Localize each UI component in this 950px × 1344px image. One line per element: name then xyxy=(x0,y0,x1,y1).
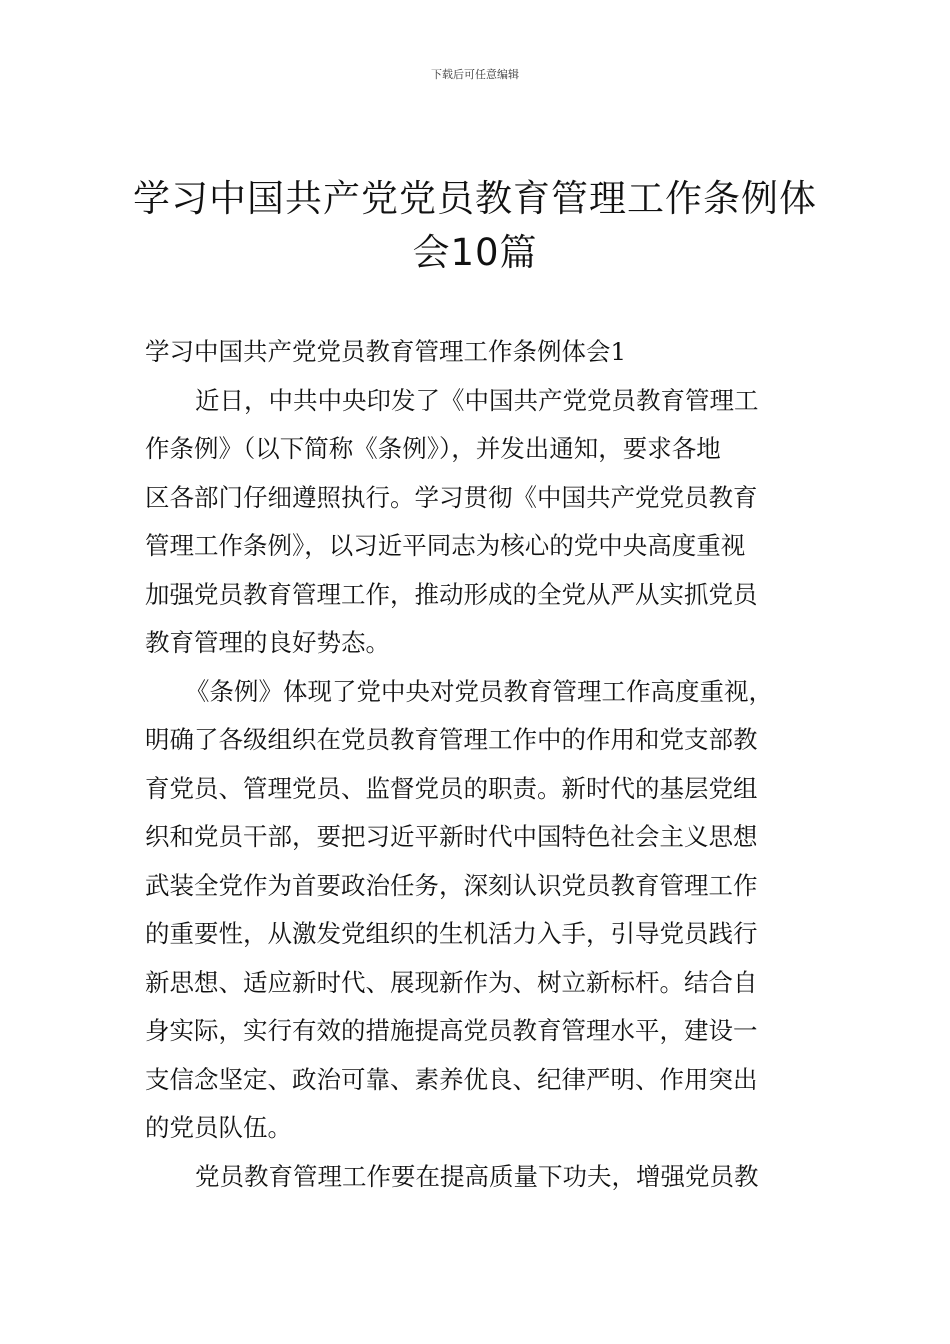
paragraph-line: 管理工作条例》，以习近平同志为核心的党中央高度重视 xyxy=(145,531,746,560)
paragraph-line: 的党员队伍。 xyxy=(145,1113,292,1142)
paragraph-line: 支信念坚定、政治可靠、素养优良、纪律严明、作用突出 xyxy=(145,1064,758,1094)
paragraph-line: 教育管理的良好势态。 xyxy=(145,628,390,657)
document-body xyxy=(145,328,825,1201)
paragraph-line: 区各部门仔细遵照执行。学习贯彻《中国共产党党员教育 xyxy=(145,482,758,512)
paragraph-line: 加强党员教育管理工作，推动形成的全党从严从实抓党员 xyxy=(145,579,758,609)
paragraph-line: 近日，中共中央印发了《中国共产党党员教育管理工 xyxy=(195,385,759,415)
paragraph-line: 《条例》体现了党中央对党员教育管理工作高度重视， xyxy=(185,676,773,706)
paragraph-line: 的重要性，从激发党组织的生机活力入手，引导党员践行 xyxy=(145,919,758,948)
paragraph-line: 织和党员干部，要把习近平新时代中国特色社会主义思想 xyxy=(145,822,758,851)
title-line-2: 会10篇 xyxy=(412,231,538,274)
paragraph-line: 明确了各级组织在党员教育管理工作中的作用和党支部教 xyxy=(145,725,758,754)
title-line-1: 学习中国共产党党员教育管理工作条例体 xyxy=(133,177,817,220)
paragraph-line: 新思想、适应新时代、展现新作为、树立新标杆。结合自 xyxy=(145,967,758,997)
paragraph-line: 武装全党作为首要政治任务，深刻认识党员教育管理工作 xyxy=(145,870,758,900)
document-title xyxy=(120,172,830,280)
paragraph-line: 党员教育管理工作要在提高质量下功夫，增强党员教 xyxy=(195,1161,759,1191)
paragraph-line: 育党员、管理党员、监督党员的职责。新时代的基层党组 xyxy=(145,773,758,803)
header-note: 下载后可任意编辑 xyxy=(431,68,519,81)
paragraph-line: 身实际，实行有效的措施提高党员教育管理水平，建设一 xyxy=(145,1016,758,1045)
section-heading: 学习中国共产党党员教育管理工作条例体会1 xyxy=(145,337,627,366)
paragraph-line: 作条例》（以下简称《条例》），并发出通知，要求各地 xyxy=(145,434,721,463)
